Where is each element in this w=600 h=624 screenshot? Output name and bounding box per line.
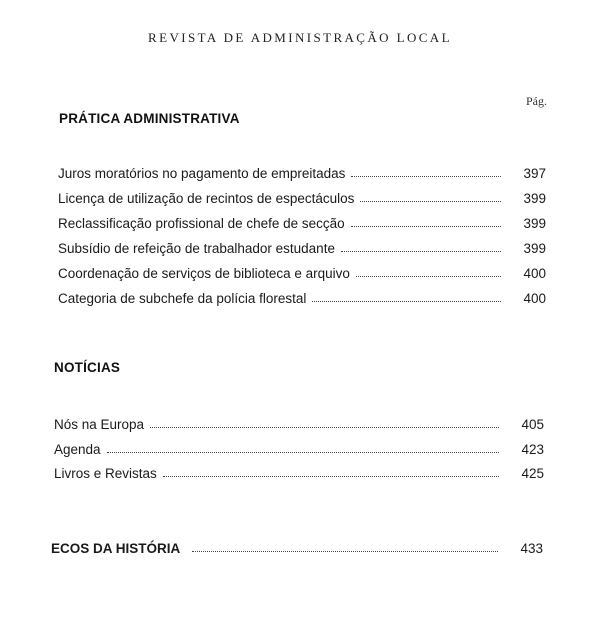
entry-title: Livros e Revistas <box>54 466 157 481</box>
toc-entry[interactable] <box>54 463 544 481</box>
dot-leader <box>351 226 502 227</box>
toc-entry[interactable] <box>58 188 546 206</box>
toc-entry[interactable] <box>58 163 546 181</box>
page-column-label: Pág. <box>526 94 547 108</box>
entry-title: Coordenação de serviços de biblioteca e arquivo <box>58 266 350 281</box>
dot-leader <box>163 476 500 477</box>
entry-title: Agenda <box>54 442 101 457</box>
dot-leader <box>351 176 501 177</box>
entry-page: 397 <box>523 166 546 181</box>
dot-leader <box>107 452 500 453</box>
entry-page: 399 <box>523 191 546 206</box>
dot-leader <box>341 251 502 252</box>
entry-page: 400 <box>523 266 546 281</box>
entry-page: 433 <box>520 541 543 556</box>
dot-leader <box>312 301 501 302</box>
toc-entry[interactable] <box>54 414 544 432</box>
entry-title: Categoria de subchefe da polícia florestal <box>58 291 307 306</box>
section-heading-noticias: NOTÍCIAS <box>54 360 121 375</box>
dot-leader <box>360 201 501 202</box>
entry-title: Reclassificação profissional de chefe de secção <box>58 216 345 231</box>
dot-leader <box>192 551 498 552</box>
toc-entry[interactable] <box>54 439 544 457</box>
toc-entry[interactable] <box>58 263 546 281</box>
dot-leader <box>356 276 502 277</box>
entry-title: Nós na Europa <box>54 417 145 432</box>
toc-entry[interactable] <box>58 238 546 256</box>
entry-page: 425 <box>521 466 544 481</box>
entry-title: Juros moratórios no pagamento de empreitadas <box>58 166 346 181</box>
entry-title: Subsídio de refeição de trabalhador estudante <box>58 241 335 256</box>
entry-page: 400 <box>523 291 546 306</box>
entry-page: 399 <box>523 216 546 231</box>
toc-entry[interactable] <box>58 288 546 306</box>
toc-entry-ecos-da-historia[interactable] <box>51 538 543 556</box>
entry-title: Licença de utilização de recintos de espectáculos <box>58 191 355 206</box>
section-heading-pratica-administrativa: PRÁTICA ADMINISTRATIVA <box>59 111 240 126</box>
entry-page: 423 <box>521 442 544 457</box>
entry-page: 405 <box>521 417 544 432</box>
entry-page: 399 <box>523 241 546 256</box>
toc-entry[interactable] <box>58 213 546 231</box>
section-heading-ecos-da-historia: ECOS DA HISTÓRIA <box>51 541 181 556</box>
dot-leader <box>150 427 499 428</box>
journal-title: REVISTA DE ADMINISTRAÇÃO LOCAL <box>148 30 452 45</box>
